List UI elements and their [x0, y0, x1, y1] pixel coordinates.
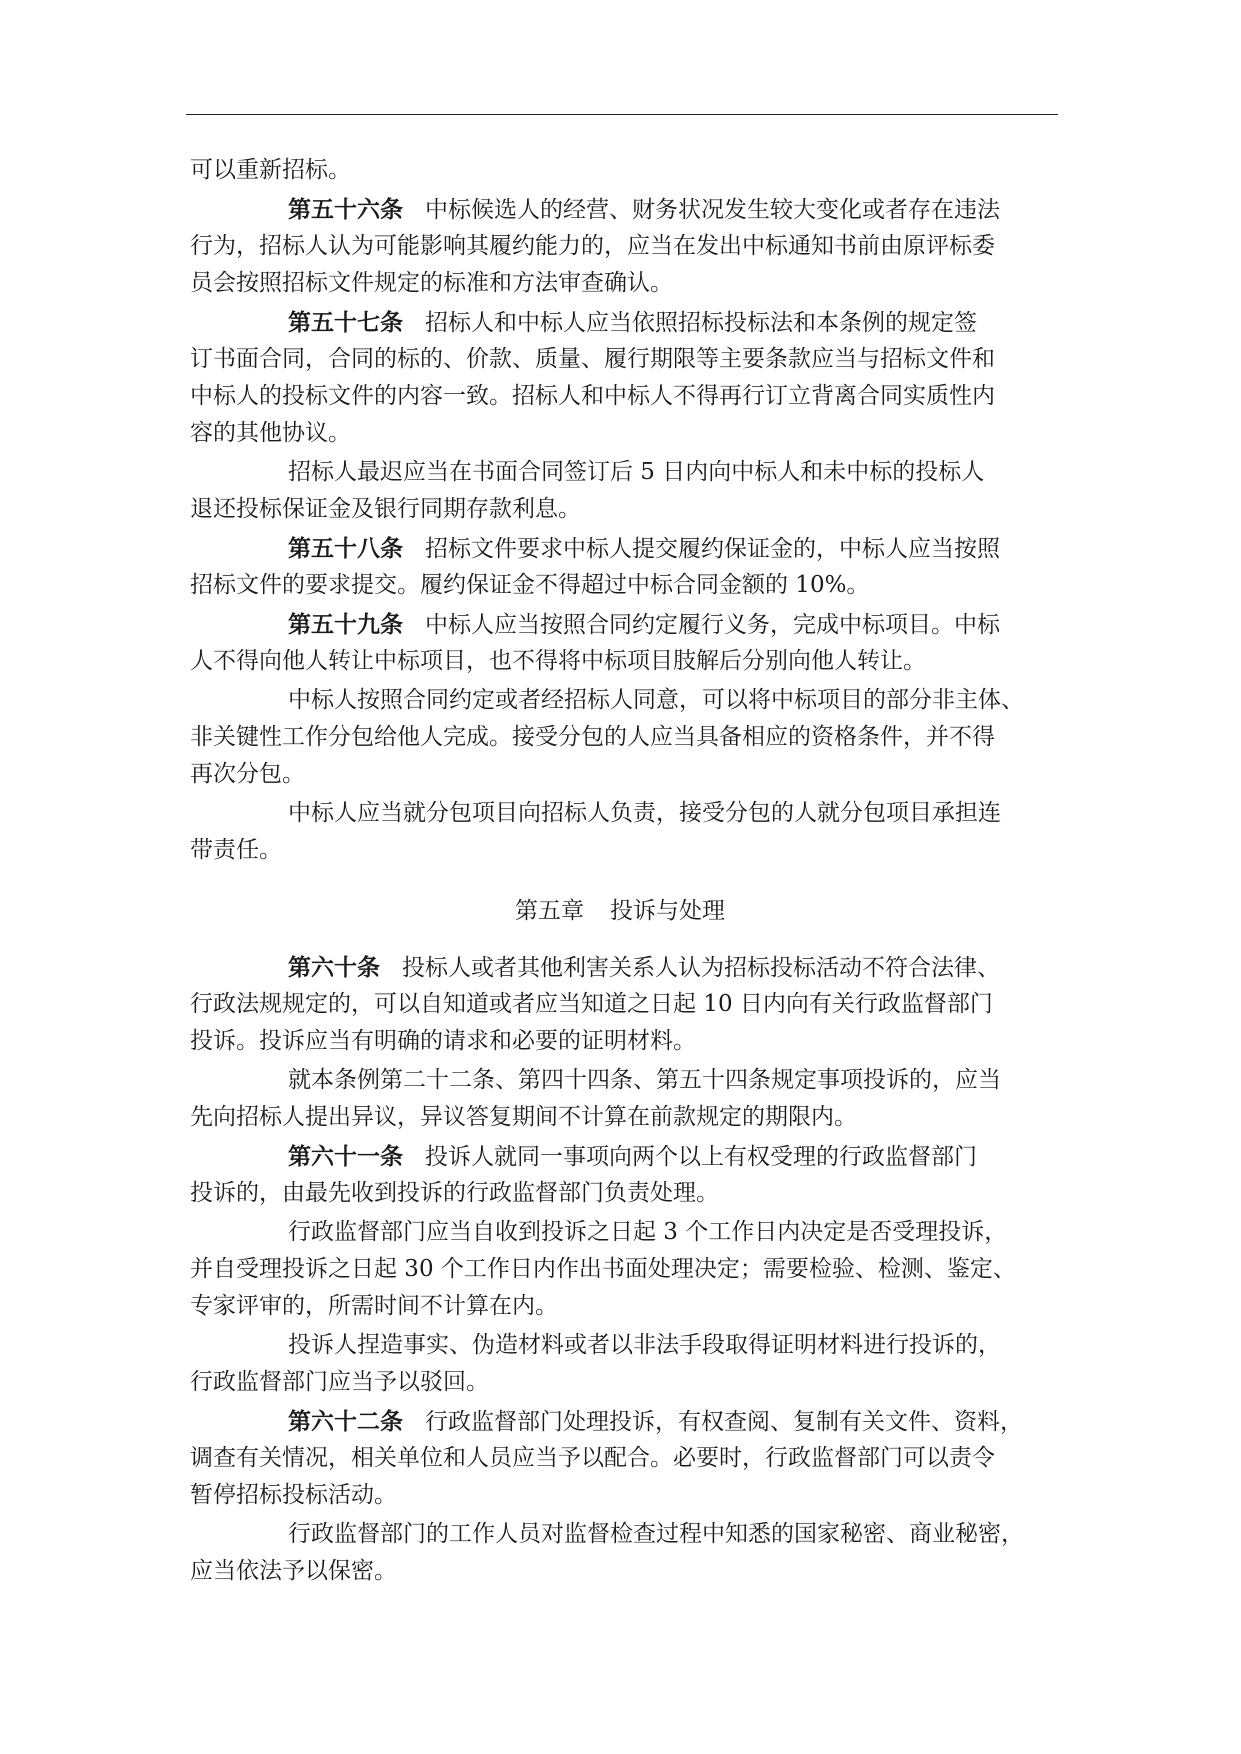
line-text: 调查有关情况，相关单位和人员应当予以配合。必要时，行政监督部门可以责令	[190, 1445, 995, 1471]
article-number: 第六十二条	[288, 1408, 403, 1435]
paragraph	[190, 1516, 1062, 1590]
text-line	[190, 606, 1062, 643]
article-number: 第六十一条	[288, 1143, 403, 1170]
text-line	[190, 1023, 1062, 1060]
line-text: 就本条例第二十二条、第四十四条、第五十四条规定事项投诉的，应当	[288, 1067, 1001, 1093]
line-text: 行政监督部门应当予以驳回。	[190, 1369, 489, 1395]
text-line	[190, 454, 1062, 491]
line-text: 暂停招标投标活动。	[190, 1482, 397, 1508]
text-line	[190, 1364, 1062, 1401]
line-text: 中标人的投标文件的内容一致。招标人和中标人不得再行订立背离合同实质性内	[190, 383, 995, 409]
line-text: 并自受理投诉之日起 30 个工作日内作出书面处理决定；需要检验、检测、鉴定、	[190, 1256, 1016, 1282]
paragraph	[190, 1062, 1062, 1136]
text-line	[190, 643, 1062, 680]
line-text: 员会按照招标文件规定的标准和方法审查确认。	[190, 270, 673, 296]
article-paragraph	[190, 1138, 1062, 1212]
header-rule	[186, 114, 1058, 115]
text-line	[190, 567, 1062, 604]
text-line	[190, 228, 1062, 265]
paragraph	[190, 682, 1062, 793]
line-text: 投标人或者其他利害关系人认为招标投标活动不符合法律、	[402, 955, 1000, 981]
text-line	[190, 986, 1062, 1023]
text-line	[190, 1553, 1062, 1590]
line-text: 投诉。投诉应当有明确的请求和必要的证明材料。	[190, 1028, 696, 1054]
line-text: 行政监督部门应当自收到投诉之日起 3 个工作日内决定是否受理投诉，	[288, 1219, 1008, 1245]
line-text: 行政法规规定的，可以自知道或者应当知道之日起 10 日内向有关行政监督部门	[190, 991, 993, 1017]
line-text: 专家评审的，所需时间不计算在内。	[190, 1293, 558, 1319]
text-line	[190, 1214, 1062, 1251]
line-text: 订书面合同，合同的标的、价款、质量、履行期限等主要条款应当与招标文件和	[190, 346, 995, 372]
line-text: 应当依法予以保密。	[190, 1558, 397, 1584]
text-line	[190, 832, 1062, 869]
chapter-title: 投诉与处理	[610, 898, 725, 924]
line-text: 中标人按照合同约定或者经招标人同意，可以将中标项目的部分非主体、	[288, 687, 1024, 713]
document-body	[190, 152, 1062, 1592]
line-text: 招标人最迟应当在书面合同签订后 5 日内向中标人和未中标的投标人	[288, 459, 985, 485]
text-line	[190, 304, 1062, 341]
line-text: 投诉人就同一事项向两个以上有权受理的行政监督部门	[425, 1144, 977, 1170]
text-line	[190, 1062, 1062, 1099]
text-line	[190, 1288, 1062, 1325]
line-text: 先向招标人提出异议，异议答复期间不计算在前款规定的期限内。	[190, 1104, 857, 1130]
article-paragraph	[190, 949, 1062, 1060]
text-line	[190, 756, 1062, 793]
paragraph	[190, 152, 1062, 189]
line-text: 投诉的，由最先收到投诉的行政监督部门负责处理。	[190, 1180, 719, 1206]
text-line	[190, 1403, 1062, 1440]
text-line	[190, 191, 1062, 228]
line-text: 带责任。	[190, 837, 282, 863]
chapter-heading	[190, 893, 1050, 930]
article-number: 第五十六条	[288, 196, 403, 223]
article-paragraph	[190, 304, 1062, 452]
line-text: 行政监督部门处理投诉，有权查阅、复制有关文件、资料，	[425, 1409, 1023, 1435]
line-text: 招标人和中标人应当依照招标投标法和本条例的规定签	[425, 310, 977, 336]
text-line	[190, 491, 1062, 528]
text-line	[190, 265, 1062, 302]
paragraph	[190, 454, 1062, 528]
line-text: 行政监督部门的工作人员对监督检查过程中知悉的国家秘密、商业秘密，	[288, 1521, 1024, 1547]
text-line	[190, 1440, 1062, 1477]
line-text: 再次分包。	[190, 761, 305, 787]
text-line	[190, 341, 1062, 378]
chapter-number: 第五章	[515, 898, 584, 924]
line-text: 人不得向他人转让中标项目，也不得将中标项目肢解后分别向他人转让。	[190, 648, 926, 674]
text-line	[190, 1175, 1062, 1212]
line-text: 招标文件要求中标人提交履约保证金的，中标人应当按照	[425, 536, 1000, 562]
text-line	[190, 530, 1062, 567]
line-text: 中标人应当就分包项目向招标人负责，接受分包的人就分包项目承担连	[288, 800, 1001, 826]
line-text: 非关键性工作分包给他人完成。接受分包的人应当具备相应的资格条件，并不得	[190, 724, 995, 750]
text-line	[190, 1138, 1062, 1175]
paragraph	[190, 1327, 1062, 1401]
article-number: 第六十条	[288, 954, 380, 981]
text-line	[190, 682, 1062, 719]
line-text: 可以重新招标。	[190, 157, 351, 183]
text-line	[190, 1516, 1062, 1553]
line-text: 行为，招标人认为可能影响其履约能力的，应当在发出中标通知书前由原评标委	[190, 233, 995, 259]
text-line	[190, 152, 1062, 189]
text-line	[190, 949, 1062, 986]
line-text: 招标文件的要求提交。履约保证金不得超过中标合同金额的 10%。	[190, 572, 870, 598]
line-text: 退还投标保证金及银行同期存款利息。	[190, 496, 581, 522]
article-paragraph	[190, 530, 1062, 604]
article-paragraph	[190, 606, 1062, 680]
text-line	[190, 415, 1062, 452]
text-line	[190, 1099, 1062, 1136]
line-text: 投诉人捏造事实、伪造材料或者以非法手段取得证明材料进行投诉的，	[288, 1332, 1001, 1358]
article-number: 第五十九条	[288, 611, 403, 638]
paragraph	[190, 1214, 1062, 1325]
article-number: 第五十七条	[288, 309, 403, 336]
text-line	[190, 1477, 1062, 1514]
article-paragraph	[190, 191, 1062, 302]
text-line	[190, 795, 1062, 832]
text-line	[190, 1251, 1062, 1288]
text-line	[190, 719, 1062, 756]
text-line	[190, 1327, 1062, 1364]
article-paragraph	[190, 1403, 1062, 1514]
text-line	[190, 378, 1062, 415]
paragraph	[190, 795, 1062, 869]
article-number: 第五十八条	[288, 535, 403, 562]
line-text: 中标候选人的经营、财务状况发生较大变化或者存在违法	[425, 197, 1000, 223]
line-text: 容的其他协议。	[190, 420, 351, 446]
line-text: 中标人应当按照合同约定履行义务，完成中标项目。中标	[425, 612, 1000, 638]
